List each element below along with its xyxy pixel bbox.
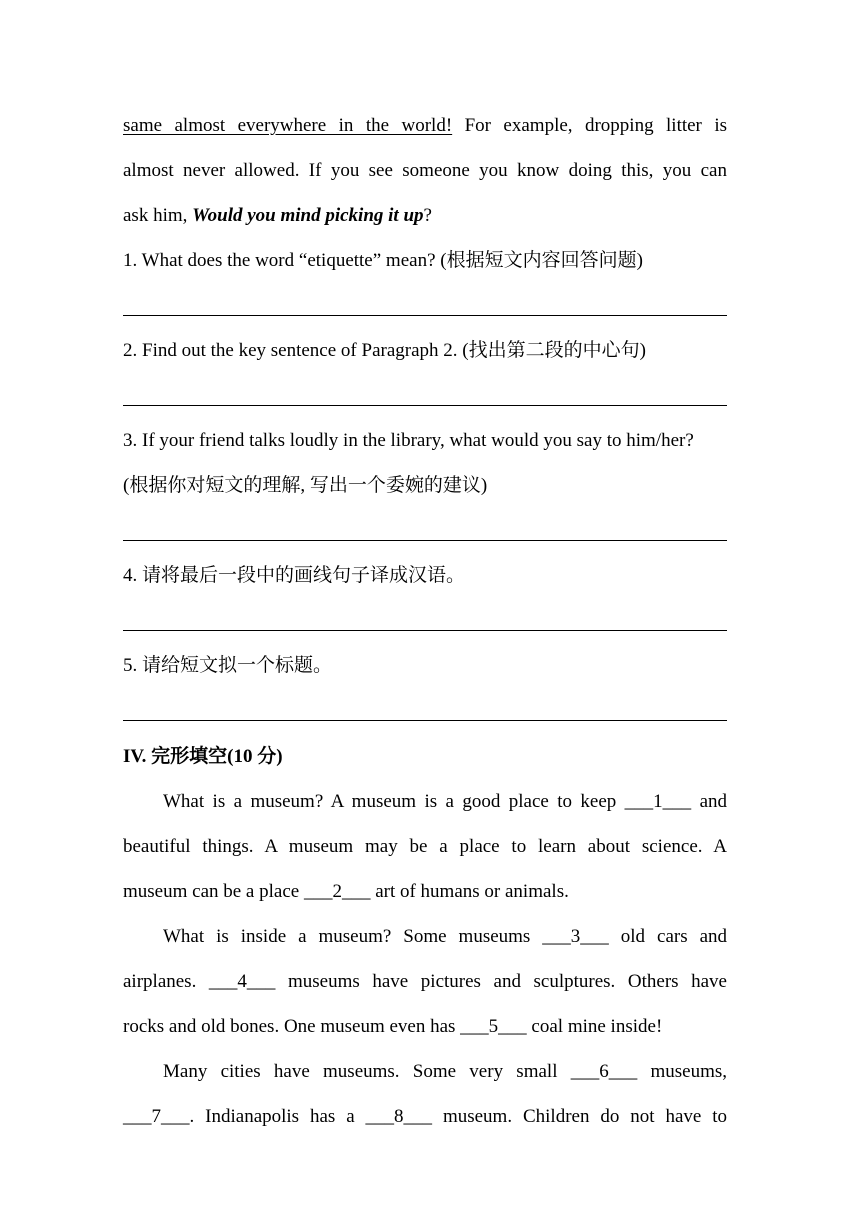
answer-line-1[interactable] — [123, 315, 727, 316]
passage-line-2: almost never allowed. If you see someone you know doing this, you can — [123, 160, 727, 181]
bold-italic-phrase: Would you mind picking it up — [192, 205, 424, 226]
question-1: 1. What does the word “etiquette” mean? (根据短文内容回答问题) — [123, 250, 643, 271]
cloze-line-6: rocks and old bones. One museum even has ___5___ coal mine inside! — [123, 1016, 663, 1037]
answer-line-5[interactable] — [123, 720, 727, 721]
section-heading: IV. 完形填空(10 分) — [123, 746, 283, 767]
question-5: 5. 请给短文拟一个标题。 — [123, 655, 333, 676]
cloze-line-1: What is a museum? A museum is a good place to keep ___1___ and — [163, 791, 727, 812]
cloze-line-4: What is inside a museum? Some museums ___3___ old cars and — [163, 926, 727, 947]
cloze-line-8: ___7___. Indianapolis has a ___8___ museum. Children do not have to — [123, 1106, 727, 1127]
cloze-line-7: Many cities have museums. Some very small ___6___ museums, — [163, 1061, 727, 1082]
cloze-line-2: beautiful things. A museum may be a place to learn about science. A — [123, 836, 727, 857]
answer-line-3[interactable] — [123, 540, 727, 541]
answer-line-4[interactable] — [123, 630, 727, 631]
cloze-line-3: museum can be a place ___2___ art of humans or animals. — [123, 881, 569, 902]
passage-line-1 — [123, 115, 727, 137]
underlined-sentence: same almost everywhere in the world! — [123, 115, 453, 136]
question-3: 3. If your friend talks loudly in the library, what would you say to him/her? — [123, 430, 694, 451]
answer-line-2[interactable] — [123, 405, 727, 406]
cloze-line-5: airplanes. ___4___ museums have pictures and sculptures. Others have — [123, 971, 727, 992]
passage-line-3-pre: ask him, — [123, 205, 193, 226]
passage-line-1-rest: For example, dropping litter is — [464, 115, 727, 136]
question-4: 4. 请将最后一段中的画线句子译成汉语。 — [123, 565, 466, 586]
passage-line-3-post: ? — [423, 205, 432, 226]
question-2: 2. Find out the key sentence of Paragraph 2. (找出第二段的中心句) — [123, 340, 646, 361]
question-3-hint: (根据你对短文的理解, 写出一个委婉的建议) — [123, 475, 488, 496]
passage-line-3 — [123, 205, 727, 227]
